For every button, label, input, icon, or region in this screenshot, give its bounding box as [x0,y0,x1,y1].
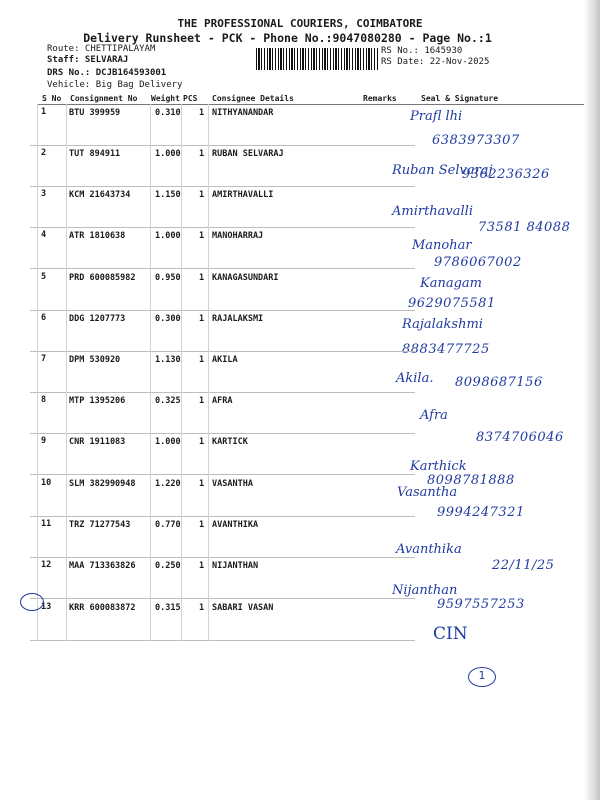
row-pcs: 1 [199,314,205,324]
row-sno: 3 [41,189,47,199]
vehicle-label: Vehicle: Big Bag Delivery [47,80,183,90]
row-sno: 6 [41,313,47,323]
row-consignee: MANOHARRAJ [212,231,264,241]
handwritten-signature: Kanagam [420,276,482,291]
handwritten-phone: 8883477725 [402,342,490,357]
row-divider [30,392,415,393]
row-consignment-no: KCM 21643734 [69,190,131,200]
col-header-consignment: Consignment No [70,94,138,103]
handwritten-cln: CIN [433,624,468,644]
row-sno: 12 [41,560,52,570]
row-sno: 7 [41,354,47,364]
column-divider [181,104,182,641]
row-consignee: RAJALAKSMI [212,314,264,324]
row-divider [30,227,415,228]
handwritten-signature: Rajalakshmi [402,317,483,332]
handwritten-signature: Amirthavalli [392,204,474,219]
handwritten-phone: 22/11/25 [492,558,555,573]
column-divider [37,104,38,641]
handwritten-phone: 9362236326 [462,167,550,182]
row-consignment-no: MAA 713363826 [69,561,136,571]
row-consignee: KARTICK [212,437,248,447]
row-weight: 0.950 [155,273,181,283]
row-consignee: SABARI VASAN [212,603,274,613]
row-divider [30,310,415,311]
rs-number: RS No.: 1645930 [381,46,463,56]
row-consignment-no: KRR 600083872 [69,603,136,613]
row-weight: 0.310 [155,108,181,118]
row-weight: 1.000 [155,437,181,447]
rs-date: RS Date: 22-Nov-2025 [381,57,490,67]
row-pcs: 1 [199,273,205,283]
row-divider [30,268,415,269]
route-label: Route: CHETTIPALAYAM [47,44,156,54]
row-weight: 0.770 [155,520,181,530]
circled-mark-text: 1 [478,669,486,682]
row-sno: 5 [41,272,47,282]
row-pcs: 1 [199,355,205,365]
row-consignment-no: MTP 1395206 [69,396,126,406]
handwritten-signature: Afra [420,408,448,423]
row-divider [30,186,415,187]
handwritten-signature: Ruban Selvaraj [392,163,493,178]
row-divider [30,145,415,146]
handwritten-phone: 73581 84088 [478,220,571,235]
handwritten-phone: 8098687156 [455,375,543,390]
row-divider [30,474,415,475]
row-sno: 13 [41,602,52,612]
column-divider [150,104,151,641]
row-consignment-no: SLM 382990948 [69,479,136,489]
row-sno: 10 [41,478,52,488]
header-rule [38,104,598,105]
row-consignee: AKILA [212,355,238,365]
col-header-pcs: PCS [183,94,198,103]
row-consignment-no: DPM 530920 [69,355,121,365]
row-weight: 1.150 [155,190,181,200]
scan-edge-shadow [584,0,600,800]
barcode [256,48,378,70]
row-consignment-no: ATR 1810638 [69,231,126,241]
row-sno: 2 [41,148,47,158]
row-pcs: 1 [199,479,205,489]
row-divider [30,598,415,599]
row-consignment-no: PRD 600085982 [69,273,136,283]
handwritten-phone: 9994247321 [437,505,525,520]
row-weight: 0.300 [155,314,181,324]
row-pcs: 1 [199,108,205,118]
row-consignee: VASANTHA [212,479,253,489]
col-header-weight: Weight [151,94,180,103]
row-sno: 1 [41,107,47,117]
row-weight: 0.315 [155,603,181,613]
handwritten-signature: Karthick [410,459,467,474]
row-consignee: RUBAN SELVARAJ [212,149,284,159]
col-header-sno: S No [42,94,62,103]
handwritten-signature: Prafl lhi [410,109,463,124]
row-pcs: 1 [199,190,205,200]
staff-label: Staff: SELVARAJ [47,55,129,65]
column-divider [66,104,67,641]
handwritten-signature: Manohar [412,238,472,253]
row-divider [30,433,415,434]
row-consignment-no: DDG 1207773 [69,314,126,324]
row-sno: 4 [41,230,47,240]
row-consignment-no: CNR 1911083 [69,437,126,447]
handwritten-signature: Avanthika [396,542,462,557]
row-weight: 1.000 [155,231,181,241]
circled-mark [468,667,496,687]
row-divider [30,351,415,352]
handwritten-phone: 8098781888 [427,473,515,488]
row-pcs: 1 [199,561,205,571]
row-sno: 8 [41,395,47,405]
col-header-seal: Seal & Signature [421,94,499,103]
row-weight: 1.130 [155,355,181,365]
row-consignee: NITHYANANDAR [212,108,274,118]
handwritten-phone: 9786067002 [434,255,522,270]
col-header-consignee: Consignee Details [212,94,294,103]
handwritten-phone: 9629075581 [408,296,496,311]
row-pcs: 1 [199,396,205,406]
company-title: THE PROFESSIONAL COURIERS, COIMBATORE [177,17,423,30]
row-pcs: 1 [199,149,205,159]
row-weight: 1.220 [155,479,181,489]
row-divider [30,557,415,558]
row-pcs: 1 [199,437,205,447]
handwritten-phone: 8374706046 [476,430,564,445]
handwritten-signature: Vasantha [397,485,458,500]
handwritten-signature: Nijanthan [392,583,458,598]
row-divider [30,516,415,517]
row-pcs: 1 [199,231,205,241]
row-weight: 0.325 [155,396,181,406]
handwritten-signature: Akila. [396,371,434,386]
circled-row-mark [20,593,44,611]
row-consignment-no: BTU 399959 [69,108,121,118]
row-divider [30,640,415,641]
row-consignee: KANAGASUNDARI [212,273,279,283]
row-pcs: 1 [199,603,205,613]
handwritten-phone: 6383973307 [432,133,520,148]
row-consignment-no: TUT 894911 [69,149,121,159]
runsheet-subtitle: Delivery Runsheet - PCK - Phone No.:9047080280 - Page No.:1 [83,31,492,45]
column-divider [208,104,209,641]
row-consignee: AMIRTHAVALLI [212,190,274,200]
handwritten-phone: 9597557253 [437,597,525,612]
col-header-remarks: Remarks [363,94,397,103]
row-consignee: NIJANTHAN [212,561,259,571]
row-weight: 0.250 [155,561,181,571]
row-sno: 9 [41,436,47,446]
row-pcs: 1 [199,520,205,530]
row-consignee: AFRA [212,396,233,406]
row-weight: 1.000 [155,149,181,159]
row-consignment-no: TRZ 71277543 [69,520,131,530]
drs-label: DRS No.: DCJB164593001 [47,68,167,78]
row-consignee: AVANTHIKA [212,520,259,530]
row-sno: 11 [41,519,52,529]
